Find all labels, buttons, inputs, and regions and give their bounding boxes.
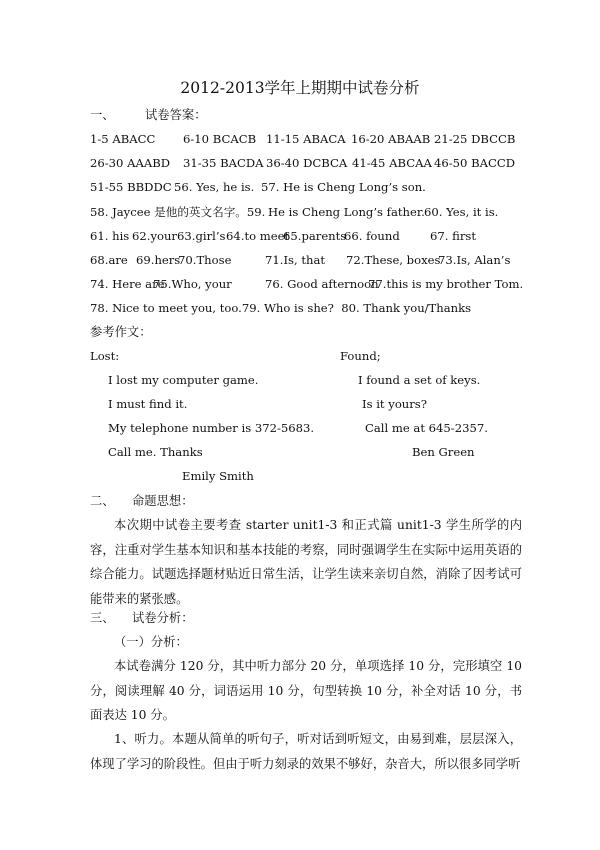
page-title: 2012-2013学年上期期中试卷分析 — [180, 79, 420, 97]
found-line: Is it yours? — [362, 397, 427, 411]
answer-item: 77.this is my brother Tom. — [368, 277, 524, 291]
answer-item: 57. He is Cheng Long’s son. — [261, 180, 426, 194]
answer-item: 51-55 BBDDC — [90, 180, 172, 194]
answer-item: 61. his — [90, 229, 130, 243]
lost-signature: Emily Smith — [182, 469, 254, 483]
answer-item: 64.to meet — [226, 229, 290, 243]
answer-item: 41-45 ABCAA — [352, 156, 432, 170]
section-3-number: 三、 — [90, 611, 115, 625]
answer-item: 75.Who, your — [153, 277, 232, 291]
answer-item: 31-35 BACDA — [183, 156, 264, 170]
answer-item: 67. first — [430, 229, 477, 243]
answer-item: 46-50 BACCD — [434, 156, 516, 170]
answer-item: 71.Is, that — [265, 253, 326, 267]
found-line: I found a set of keys. — [358, 373, 481, 387]
answer-item: 68.are — [90, 253, 128, 267]
answer-item: 11-15 ABACA — [266, 132, 346, 146]
section-2-heading: 命题思想： — [132, 494, 194, 508]
lost-line: I must find it. — [108, 397, 188, 411]
essay-heading: 参考作文： — [90, 325, 152, 339]
answer-item: 66. found — [344, 229, 400, 243]
subsection-heading: （一）分析： — [114, 635, 188, 649]
answer-item: 16-20 ABAAB — [351, 132, 431, 146]
answer-item: 63.girl’s — [177, 229, 226, 243]
section-2-paragraph: 本次期中试卷主要考查 starter unit1-3 和正式篇 unit1-3 学生所学的内容，注重对学生基本知识和基本技能的考察，同时强调学生在实际中运用英语的综合能力。试题选择题材贴近日常生活，让学生读来亲切自然，消除了因考试可能带来的紧张感。 — [90, 518, 522, 606]
answer-item: 70.Those — [178, 253, 232, 267]
answer-item: 21-25 DBCCB — [434, 132, 516, 146]
found-line: Call me at 645-2357. — [365, 421, 488, 435]
answer-item: 6-10 BCACB — [183, 132, 257, 146]
lost-line: My telephone number is 372-5683. — [108, 421, 315, 435]
section-3-paragraph-2: 1、听力。本题从简单的听句子，听对话到听短文，由易到难，层层深入，体现了学习的阶段性。但由于听力刻录的效果不够好，杂音大，所以很多同学听 — [90, 732, 522, 771]
answer-item: 69.hers — [136, 253, 181, 267]
answer-item: 62.your — [132, 229, 177, 243]
answer-item: He is Cheng Long’s father. — [268, 205, 425, 219]
lost-line: I lost my computer game. — [108, 373, 259, 387]
answer-item: 36-40 DCBCA — [266, 156, 348, 170]
lost-line: Call me. Thanks — [108, 445, 203, 459]
answer-item: 56. Yes, he is. — [174, 180, 255, 194]
section-1-number: 一、 — [90, 108, 115, 122]
answer-item: 73.Is, Alan’s — [438, 253, 511, 267]
section-3-heading: 试卷分析： — [132, 611, 194, 625]
answer-item: 74. Here are — [90, 277, 165, 291]
answer-item: 72.These, boxes — [346, 253, 441, 267]
found-heading: Found; — [340, 349, 381, 363]
answer-item: 1-5 ABACC — [90, 132, 156, 146]
answer-item: 78. Nice to meet you, too.79. Who is she? 80. Thank you/Thanks — [90, 301, 472, 315]
answer-item: 60. Yes, it is. — [424, 205, 499, 219]
section-1-heading: 试卷答案： — [145, 108, 207, 122]
answer-item: 76. Good afternoon — [265, 277, 379, 291]
section-2-number: 二、 — [90, 494, 115, 508]
lost-heading: Lost: — [90, 349, 120, 363]
section-3-paragraph-1: 本试卷满分 120 分，其中听力部分 20 分，单项选择 10 分，完形填空 10 分，阅读理解 40 分，词语运用 10 分，句型转换 10 分，补全对话 10 分，书面表达 10 分。 — [90, 659, 522, 722]
found-signature: Ben Green — [412, 445, 475, 459]
answer-item: 65.parents — [283, 229, 347, 243]
answer-item: 26-30 AAABD — [90, 156, 171, 170]
answer-item: 58. Jaycee 是他的英文名字。59. — [90, 205, 266, 219]
